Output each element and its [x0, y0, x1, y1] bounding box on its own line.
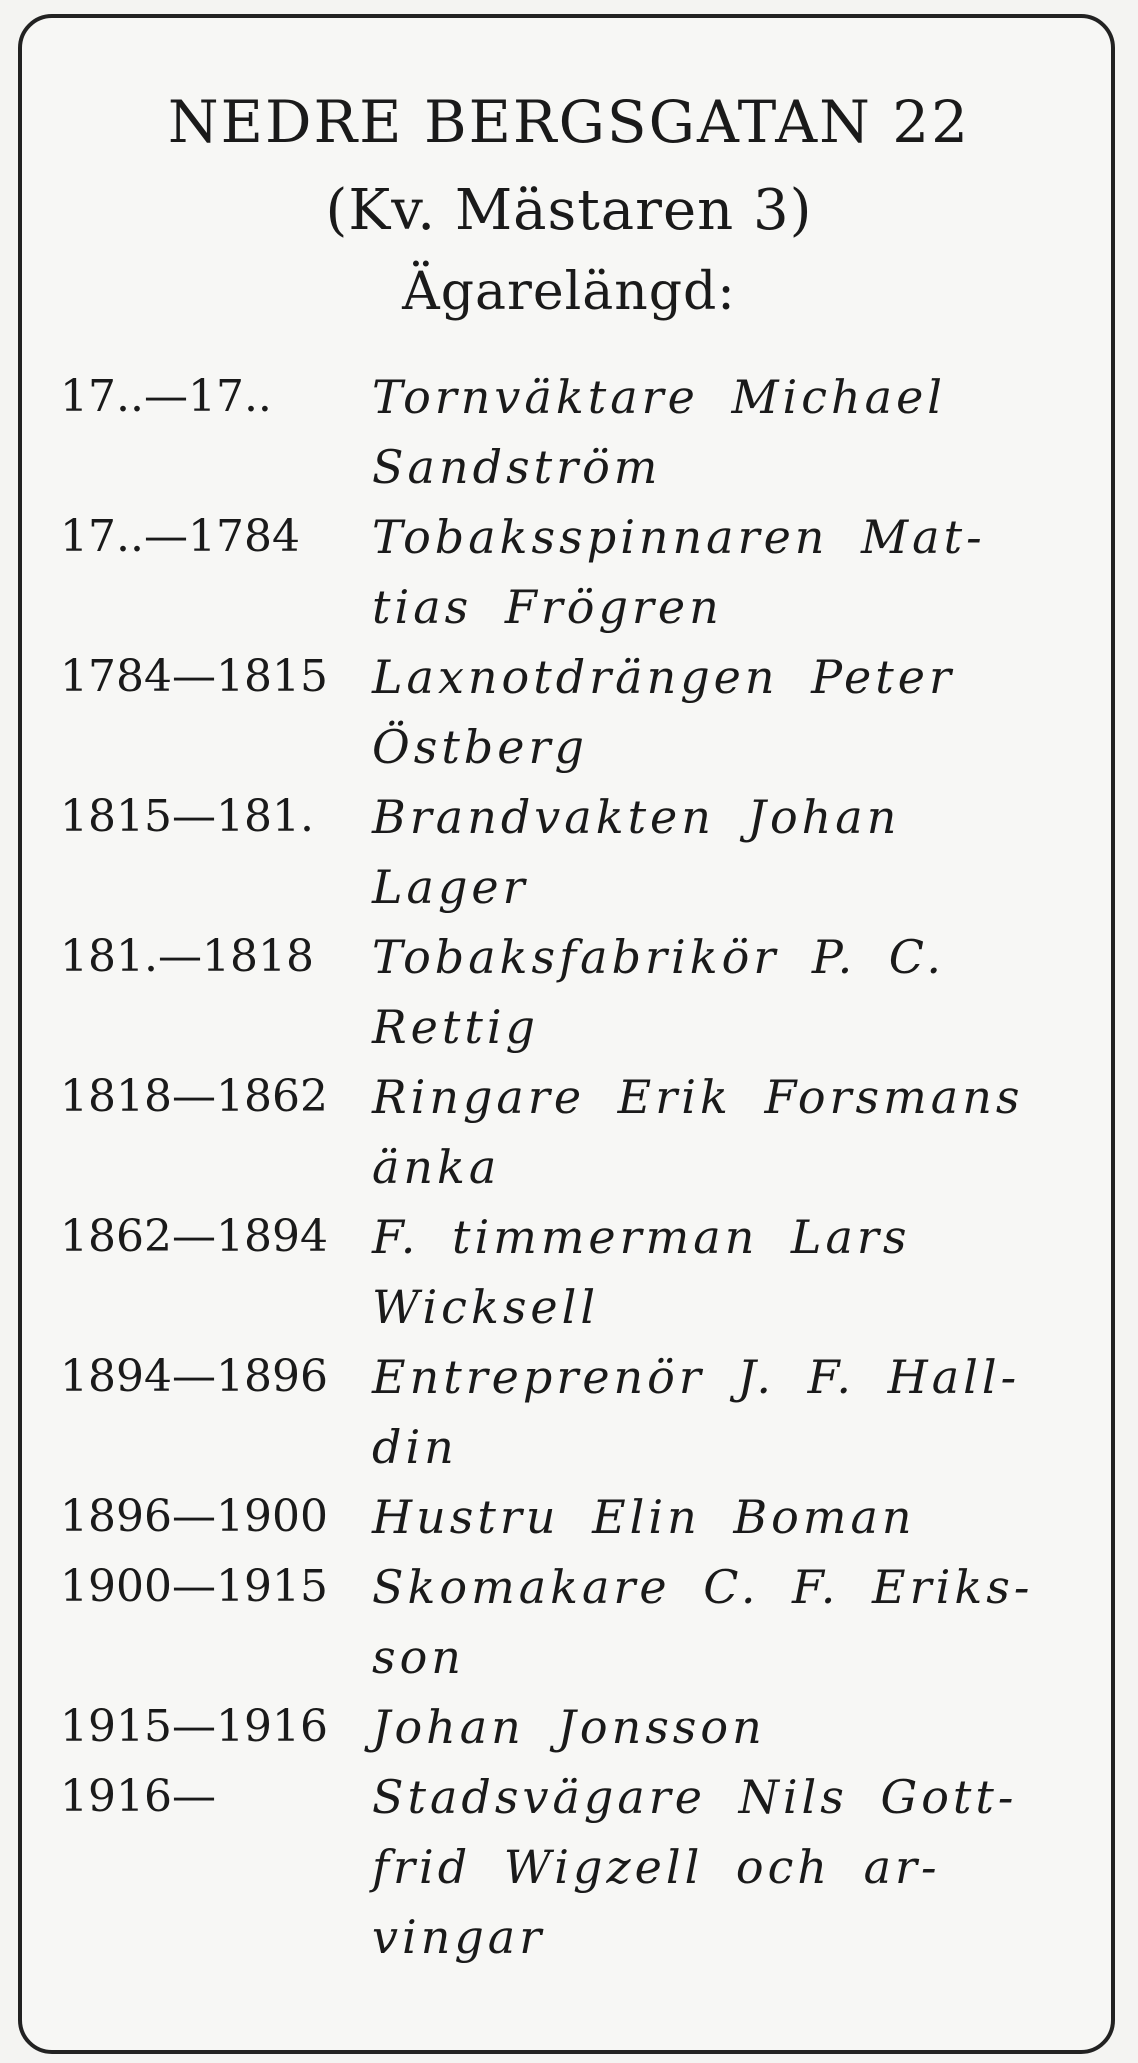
owner-name-line: Hustru Elin Boman	[372, 1490, 916, 1544]
owner-name-line: Laxnotdrängen Peter	[372, 650, 955, 704]
owner-name-line: Tobaksspinnaren Mat-	[372, 510, 986, 564]
owner-name-line: Stadsvägare Nils Gott-	[372, 1770, 1018, 1824]
owner-name	[372, 1762, 1090, 1972]
owner-name-line: Johan Jonsson	[372, 1700, 766, 1754]
owner-name	[372, 1552, 1090, 1692]
owner-name	[372, 922, 1090, 1062]
owner-name	[372, 642, 1090, 782]
owner-name-line: Wicksell	[372, 1280, 600, 1334]
owner-name	[372, 1482, 1090, 1552]
owner-name-line: Sandström	[372, 440, 662, 494]
owner-period: 1784—1815	[60, 651, 328, 702]
owner-name	[372, 1342, 1090, 1482]
owner-row	[60, 1482, 1090, 1552]
owner-period: 1894—1896	[60, 1351, 328, 1402]
owner-period: 1818—1862	[60, 1071, 328, 1122]
owner-name	[372, 1202, 1090, 1342]
owner-row	[60, 1692, 1090, 1762]
owner-period: 17..—1784	[60, 511, 300, 562]
owner-row	[60, 1762, 1090, 1972]
ownership-list	[60, 362, 1090, 1972]
owner-period: 17..—17..	[60, 371, 272, 422]
owner-row	[60, 1202, 1090, 1342]
owner-name-line: Ringare Erik Forsmans	[372, 1070, 1024, 1124]
block-subtitle: (Kv. Mästaren 3)	[325, 178, 813, 243]
owner-name	[372, 502, 1090, 642]
owner-period: 181.—1818	[60, 931, 314, 982]
owner-row	[60, 922, 1090, 1062]
owner-row	[60, 1342, 1090, 1482]
owner-period: 1916—	[60, 1771, 216, 1822]
owner-name-line: Rettig	[372, 1000, 539, 1054]
owner-name-line: Lager	[372, 860, 529, 914]
owner-name-line: tias Frögren	[372, 580, 723, 634]
owner-period: 1915—1916	[60, 1701, 328, 1752]
owner-row	[60, 502, 1090, 642]
owner-name-line: son	[372, 1630, 465, 1684]
owner-name-line: Skomakare C. F. Eriks-	[372, 1560, 1034, 1614]
owner-period: 1815—181.	[60, 791, 314, 842]
owner-period: 1900—1915	[60, 1561, 328, 1612]
owner-name	[372, 362, 1090, 502]
page-title: NEDRE BERGSGATAN 22	[167, 88, 971, 156]
owner-name-line: vingar	[372, 1910, 546, 1964]
owner-name-line: Tobaksfabrikör P. C.	[372, 930, 945, 984]
owner-name	[372, 1692, 1090, 1762]
ownership-list-label: Ägarelängd:	[402, 262, 736, 322]
owner-name	[372, 782, 1090, 922]
owner-name-line: Entreprenör J. F. Hall-	[372, 1350, 1021, 1404]
owner-period: 1896—1900	[60, 1491, 328, 1542]
owner-row	[60, 782, 1090, 922]
owner-name-line: Tornväktare Michael	[372, 370, 947, 424]
owner-row	[60, 1552, 1090, 1692]
owner-name-line: Brandvakten Johan	[372, 790, 901, 844]
owner-name-line: din	[372, 1420, 458, 1474]
owner-name-line: frid Wigzell och ar-	[372, 1840, 941, 1894]
owner-row	[60, 642, 1090, 782]
owner-name-line: F. timmerman Lars	[372, 1210, 911, 1264]
owner-row	[60, 362, 1090, 502]
owner-name-line: Östberg	[372, 720, 588, 774]
owner-period: 1862—1894	[60, 1211, 328, 1262]
owner-name-line: änka	[372, 1140, 501, 1194]
owner-name	[372, 1062, 1090, 1202]
owner-row	[60, 1062, 1090, 1202]
